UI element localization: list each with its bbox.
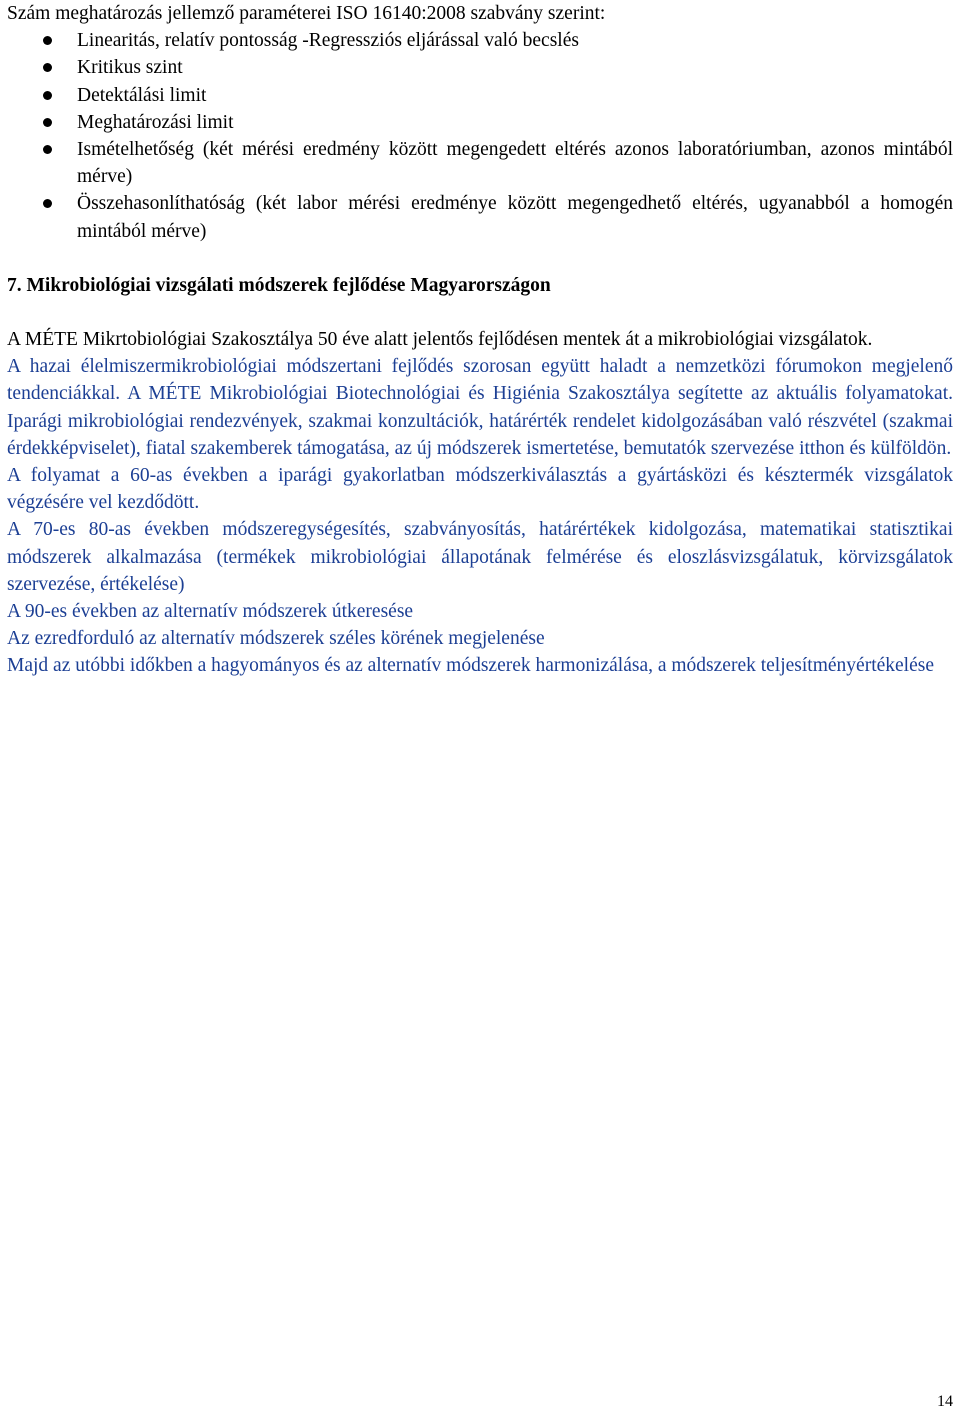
list-item <box>7 136 953 190</box>
history-paragraph-cont: Iparági mikrobiológiai rendezvények, szakmai konzultációk, határérték rendelet kidolgozásában való részvétel (szakmai érdekképviselet), fiatal szakemberek támogatása, az új módszerek ismertetése, bemutatók szervezése itthon és külföldön. <box>7 410 953 459</box>
bullet-icon <box>43 145 52 154</box>
bullet-icon <box>43 36 52 45</box>
parameter-list <box>7 27 953 245</box>
list-item-text: Kritikus szint <box>77 57 183 79</box>
intro-line: Szám meghatározás jellemző paraméterei ISO 16140:2008 szabvány szerint: <box>7 3 606 24</box>
sixties-paragraph: A folyamat a 60-as években a iparági gyakorlatban módszerkiválasztás a gyártásközi és késztermék vizsgálatok végzésére vel kezdődött. <box>7 465 953 514</box>
bullet-icon <box>43 118 52 127</box>
history-paragraph <box>7 353 953 462</box>
seventies-paragraph: A 70-es 80-as években módszeregységesítés, szabványosítás, határértékek kidolgozása, matematikai statisztikai módszerek alkalmazása (termékek mikrobiológiai állapotának felmérése és eloszlásvizsgálatuk, körvizsgálatok szervezése, értékelése) <box>7 519 953 595</box>
bullet-icon <box>43 199 52 208</box>
list-item <box>7 82 953 109</box>
recent-paragraph: Majd az utóbbi időkben a hagyományos és az alternatív módszerek harmonizálása, a módszerek teljesítményértékelése <box>7 655 934 677</box>
list-item <box>7 109 953 136</box>
list-item <box>7 27 953 54</box>
list-item-text: Összehasonlíthatóság (két labor mérési eredménye között megengedhető eltérés, ugyanabból a homogén mintából mérve) <box>77 193 953 242</box>
bullet-icon <box>43 91 52 100</box>
history-paragraph-blue: A hazai élelmiszermikrobiológiai módszertani fejlődés szorosan együtt haladt a nemzetközi fórumokon megjelenő tendenciákkal. A MÉTE Mikrobiológiai Biotechnológiai és Higiénia Szakosztálya segítette az aktuális folyamatokat. <box>7 356 953 405</box>
list-item-text: Detektálási limit <box>77 84 207 106</box>
list-item-text: Ismételhetőség (két mérési eredmény között megengedett eltérés azonos laboratóriumban, azonos mintából mérve) <box>77 139 953 188</box>
list-item <box>7 190 953 244</box>
list-item <box>7 54 953 81</box>
document-page <box>7 0 953 680</box>
section-heading: 7. Mikrobiológiai vizsgálati módszerek fejlődése Magyarországon <box>7 274 551 296</box>
millennium-paragraph: Az ezredforduló az alternatív módszerek széles körének megjelenése <box>7 628 545 650</box>
list-item-text: Meghatározási limit <box>77 111 234 133</box>
intro-paragraph: A MÉTE Mikrtobiológiai Szakosztálya 50 éve alatt jelentős fejlődésen mentek át a mikrobiológiai vizsgálatok. <box>7 329 873 351</box>
bullet-icon <box>43 63 52 72</box>
page-number: 14 <box>937 1393 953 1410</box>
list-item-text: Linearitás, relatív pontosság -Regressziós eljárással való becslés <box>77 30 579 52</box>
nineties-paragraph: A 90-es években az alternatív módszerek útkeresése <box>7 601 414 623</box>
